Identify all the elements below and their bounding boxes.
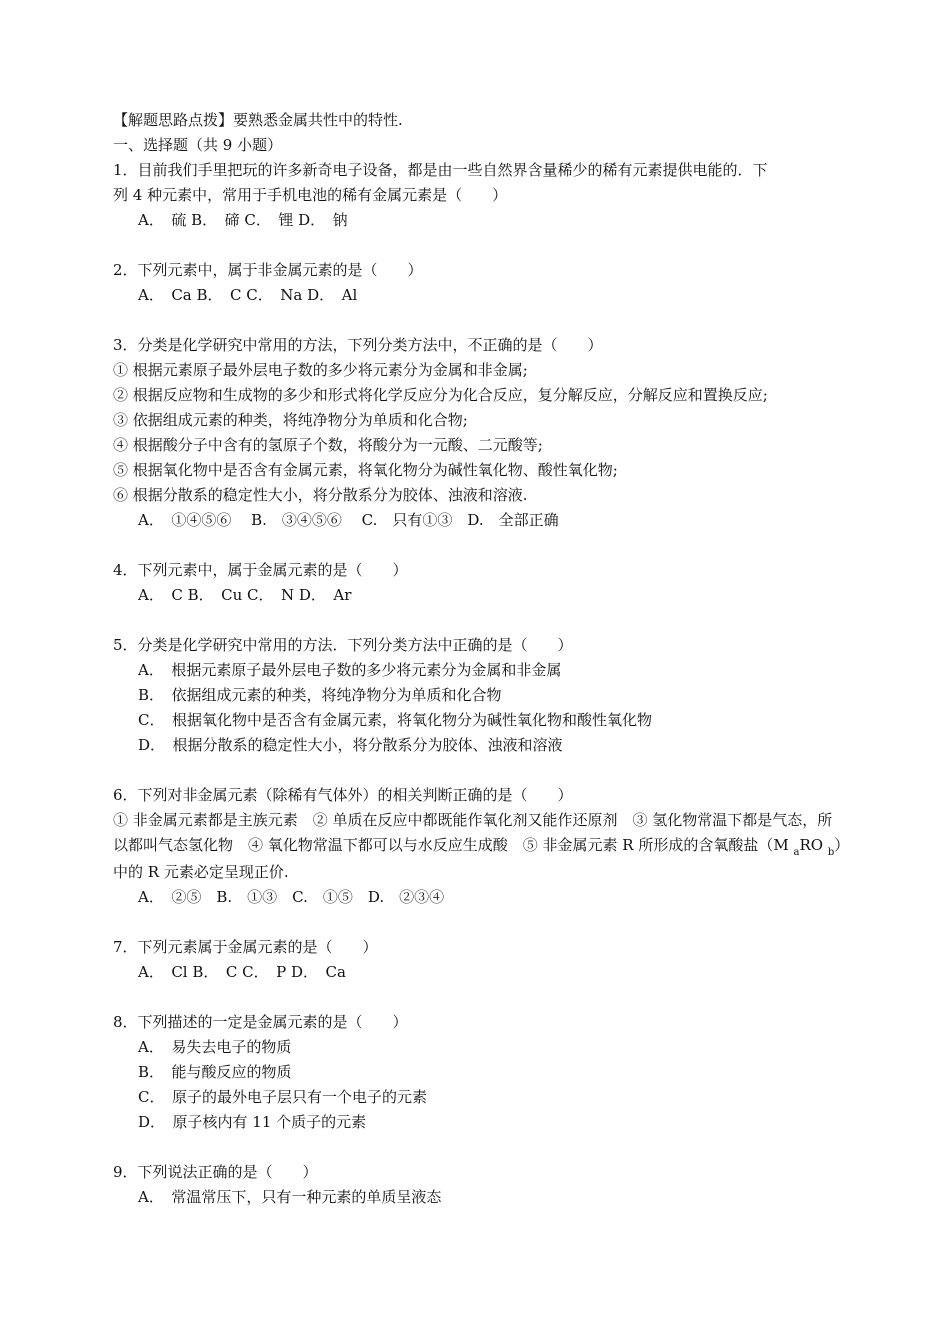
hint-line: 【解题思路点拨】要熟悉金属共性中的特性. — [113, 111, 403, 129]
question-3 — [113, 333, 843, 533]
question-6 — [113, 783, 843, 910]
q3-item-5: ⑤ 根据氧化物中是否含有金属元素，将氧化物分为碱性氧化物、酸性氧化物; — [113, 461, 618, 479]
q6-body — [113, 808, 843, 885]
q5-option-b: B． 依据组成元素的种类，将纯净物分为单质和化合物 — [138, 686, 502, 704]
q5-option-d: D． 根据分散系的稳定性大小，将分散系分为胶体、浊液和溶液 — [138, 736, 563, 754]
question-8 — [113, 1010, 843, 1135]
q8-option-d: D． 原子核内有 11 个质子的元素 — [138, 1113, 367, 1131]
document-page — [113, 108, 843, 1210]
q6-body-tail: ）中的 R 元素必定呈现正价. — [113, 836, 842, 881]
q8-option-c: C． 原子的最外电子层只有一个电子的元素 — [138, 1088, 427, 1106]
q3-item-3: ③ 依据组成元素的种类，将纯净物分为单质和化合物; — [113, 411, 468, 429]
section-title: 一、选择题（共 9 小题） — [113, 136, 283, 154]
q2-options: A． Ca B． C C． Na D． Al — [138, 286, 358, 304]
question-2 — [113, 258, 843, 308]
q3-item-6: ⑥ 根据分散系的稳定性大小，将分散系分为胶体、浊液和溶液. — [113, 486, 528, 504]
question-9 — [113, 1160, 843, 1210]
q4-options: A． C B． Cu C． N D． Ar — [138, 586, 352, 604]
q1-stem-line-2: 列 4 种元素中，常用于手机电池的稀有金属元素是（ ） — [113, 186, 508, 204]
question-4 — [113, 558, 843, 608]
question-1 — [113, 158, 843, 233]
q3-item-1: ① 根据元素原子最外层电子数的多少将元素分为金属和非金属; — [113, 361, 528, 379]
question-7 — [113, 935, 843, 985]
q7-stem: 7．下列元素属于金属元素的是（ ） — [113, 938, 378, 956]
q4-stem: 4．下列元素中，属于金属元素的是（ ） — [113, 561, 408, 579]
question-5 — [113, 633, 843, 758]
q6-options: A． ②⑤ B. ①③ C. ①⑤ D. ②③④ — [138, 888, 445, 906]
q6-body-text: ① 非金属元素都是主族元素 ② 单质在反应中都既能作氧化剂又能作还原剂 ③ 氢化物常温下都是气态，所以都叫气态氢化物 ④ 氧化物常温下都可以与水反应生成酸 ⑤ 非金属元素 R 所形成的含氧酸盐（M — [113, 811, 833, 854]
q8-option-a: A． 易失去电子的物质 — [138, 1038, 292, 1056]
q6-subscript-a: a — [793, 847, 800, 858]
q1-stem-line-1: 1．目前我们手里把玩的许多新奇电子设备，都是由一些自然界含量稀少的稀有元素提供电能的．下 — [113, 161, 768, 179]
q5-stem: 5．分类是化学研究中常用的方法．下列分类方法中正确的是（ ） — [113, 636, 573, 654]
q9-option-a: A． 常温常压下，只有一种元素的单质呈液态 — [138, 1188, 442, 1206]
q8-option-b: B． 能与酸反应的物质 — [138, 1063, 292, 1081]
q3-options: A． ①④⑤⑥ B. ③④⑤⑥ C. 只有①③ D. 全部正确 — [138, 511, 559, 529]
q8-stem: 8．下列描述的一定是金属元素的是（ ） — [113, 1013, 408, 1031]
q3-stem: 3．分类是化学研究中常用的方法，下列分类方法中，不正确的是（ ） — [113, 336, 603, 354]
q1-options: A． 硫 B． 碲 C． 锂 D． 钠 — [138, 211, 348, 229]
q5-option-c: C． 根据氧化物中是否含有金属元素，将氧化物分为碱性氧化物和酸性氧化物 — [138, 711, 652, 729]
q6-stem: 6．下列对非金属元素（除稀有气体外）的相关判断正确的是（ ） — [113, 786, 573, 804]
q3-item-2: ② 根据反应物和生成物的多少和形式将化学反应分为化合反应，复分解反应，分解反应和置换反应; — [113, 386, 768, 404]
q6-subscript-b: b — [827, 847, 835, 858]
q6-formula-ro: RO — [799, 836, 828, 854]
q5-option-a: A． 根据元素原子最外层电子数的多少将元素分为金属和非金属 — [138, 661, 562, 679]
q9-stem: 9．下列说法正确的是（ ） — [113, 1163, 318, 1181]
q7-options: A． Cl B． C C． P D． Ca — [138, 963, 346, 981]
q3-item-4: ④ 根据酸分子中含有的氢原子个数，将酸分为一元酸、二元酸等; — [113, 436, 543, 454]
q2-stem: 2．下列元素中，属于非金属元素的是（ ） — [113, 261, 423, 279]
